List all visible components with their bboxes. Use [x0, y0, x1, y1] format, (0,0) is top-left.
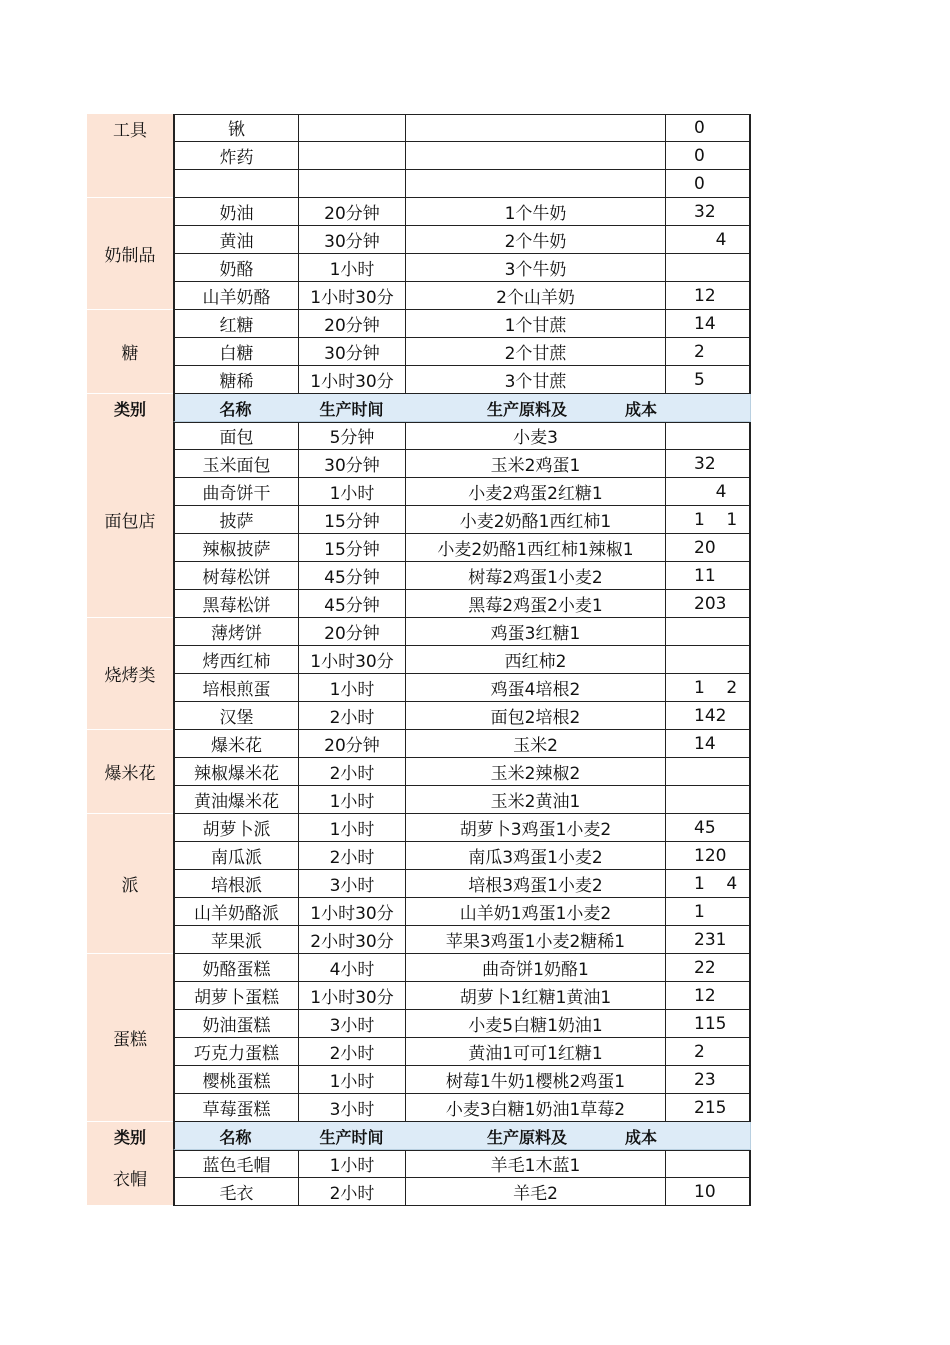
table-row [87, 1066, 751, 1094]
header-row [87, 394, 751, 422]
production-time-cell: 30分钟 [298, 450, 405, 478]
table-row [87, 114, 751, 142]
materials-cell: 树莓2鸡蛋1小麦2 [405, 562, 665, 590]
cost-cell [665, 646, 751, 674]
cost-cell: 14 [665, 730, 751, 758]
production-time-cell: 2小时 [298, 1038, 405, 1066]
production-time-cell: 2小时 [298, 842, 405, 870]
cost-cell: 22 [665, 954, 751, 982]
cost-cell [665, 254, 751, 282]
category-cell: 糖 [87, 310, 173, 394]
table-row [87, 618, 751, 646]
materials-cell: 面包2培根2 [405, 702, 665, 730]
cost-cell [665, 758, 751, 786]
production-time-cell: 20分钟 [298, 730, 405, 758]
item-name-cell: 黑莓松饼 [173, 590, 298, 618]
production-time-cell: 1小时30分 [298, 646, 405, 674]
item-name-cell: 培根派 [173, 870, 298, 898]
materials-cell: 1个牛奶 [405, 198, 665, 226]
category-group [87, 618, 751, 730]
header-materials [405, 1122, 665, 1150]
item-name-cell: 黄油爆米花 [173, 786, 298, 814]
table-row [87, 1010, 751, 1038]
materials-cell: 3个甘蔗 [405, 366, 665, 394]
cost-cell: 12 [665, 982, 751, 1010]
table-row [87, 366, 751, 394]
header-category: 类别 [87, 1122, 173, 1150]
item-name-cell: 白糖 [173, 338, 298, 366]
production-time-cell [298, 170, 405, 198]
header-time: 生产时间 [319, 399, 384, 419]
cost-cell [665, 786, 751, 814]
item-name-cell: 苹果派 [173, 926, 298, 954]
category-cell: 工具 [87, 114, 173, 198]
table-row [87, 198, 751, 226]
materials-cell: 树莓1牛奶1樱桃2鸡蛋1 [405, 1066, 665, 1094]
item-name-cell: 山羊奶酪派 [173, 898, 298, 926]
production-time-cell: 1小时 [298, 1150, 405, 1178]
materials-cell [405, 170, 665, 198]
item-name-cell: 胡萝卜蛋糕 [173, 982, 298, 1010]
category-cell: 派 [87, 814, 173, 954]
header-row [87, 1122, 751, 1150]
cost-cell: 14 [665, 310, 751, 338]
table-row [87, 506, 751, 534]
production-time-cell: 2小时 [298, 1178, 405, 1206]
materials-cell: 小麦5白糖1奶油1 [405, 1010, 665, 1038]
item-name-cell: 披萨 [173, 506, 298, 534]
production-time-cell: 2小时 [298, 758, 405, 786]
cost-cell: 4 [665, 226, 751, 254]
table-row [87, 562, 751, 590]
materials-cell: 黄油1可可1红糖1 [405, 1038, 665, 1066]
materials-cell: 玉米2黄油1 [405, 786, 665, 814]
materials-cell: 小麦3白糖1奶油1草莓2 [405, 1094, 665, 1122]
category-cell: 烧烤类 [87, 618, 173, 730]
materials-cell: 2个牛奶 [405, 226, 665, 254]
table-row [87, 870, 751, 898]
item-name-cell: 糖稀 [173, 366, 298, 394]
table-row [87, 338, 751, 366]
production-time-cell: 1小时30分 [298, 282, 405, 310]
item-name-cell: 炸药 [173, 142, 298, 170]
item-name-cell: 奶油蛋糕 [173, 1010, 298, 1038]
category-cell: 面包店 [87, 422, 173, 618]
category-group [87, 310, 751, 394]
item-name-cell: 樱桃蛋糕 [173, 1066, 298, 1094]
table-row [87, 226, 751, 254]
cost-cell: 11 [665, 562, 751, 590]
materials-cell: 鸡蛋4培根2 [405, 674, 665, 702]
header-cost-label: 成本 [625, 1127, 658, 1147]
materials-cell: 1个甘蔗 [405, 310, 665, 338]
table-row [87, 786, 751, 814]
header-category: 类别 [87, 394, 173, 422]
materials-cell: 黑莓2鸡蛋2小麦1 [405, 590, 665, 618]
table-row [87, 926, 751, 954]
materials-cell: 玉米2辣椒2 [405, 758, 665, 786]
cost-cell: 1 4 [665, 870, 751, 898]
materials-cell: 小麦3 [405, 422, 665, 450]
category-cell: 衣帽 [87, 1150, 173, 1206]
materials-cell: 培根3鸡蛋1小麦2 [405, 870, 665, 898]
production-time-cell: 20分钟 [298, 618, 405, 646]
materials-cell: 胡萝卜3鸡蛋1小麦2 [405, 814, 665, 842]
production-time-cell: 3小时 [298, 870, 405, 898]
item-name-cell: 玉米面包 [173, 450, 298, 478]
spreadsheet-table [87, 114, 751, 1206]
production-time-cell: 3小时 [298, 1094, 405, 1122]
category-group [87, 198, 751, 310]
item-name-cell: 汉堡 [173, 702, 298, 730]
item-name-cell: 巧克力蛋糕 [173, 1038, 298, 1066]
cost-cell: 203 [665, 590, 751, 618]
cost-cell: 12 [665, 282, 751, 310]
item-name-cell: 山羊奶酪 [173, 282, 298, 310]
item-name-cell: 红糖 [173, 310, 298, 338]
materials-cell: 南瓜3鸡蛋1小麦2 [405, 842, 665, 870]
table-row [87, 1178, 751, 1206]
cost-cell: 2 [665, 338, 751, 366]
table-row [87, 590, 751, 618]
table-row [87, 1150, 751, 1178]
production-time-cell: 45分钟 [298, 590, 405, 618]
item-name-cell: 草莓蛋糕 [173, 1094, 298, 1122]
item-name-cell: 薄烤饼 [173, 618, 298, 646]
table-row [87, 422, 751, 450]
table-row [87, 646, 751, 674]
category-cell: 蛋糕 [87, 954, 173, 1122]
item-name-cell: 南瓜派 [173, 842, 298, 870]
category-group [87, 114, 751, 198]
header-name: 名称 [219, 399, 252, 419]
production-time-cell: 30分钟 [298, 338, 405, 366]
header-materials-label: 生产原料及 [487, 399, 568, 419]
production-time-cell: 2小时 [298, 702, 405, 730]
table-row [87, 1094, 751, 1122]
production-time-cell: 15分钟 [298, 534, 405, 562]
cost-cell: 10 [665, 1178, 751, 1206]
materials-cell: 小麦2奶酪1西红柿1辣椒1 [405, 534, 665, 562]
materials-cell: 玉米2 [405, 730, 665, 758]
materials-cell: 小麦2鸡蛋2红糖1 [405, 478, 665, 506]
materials-cell: 玉米2鸡蛋1 [405, 450, 665, 478]
cost-cell: 0 [665, 142, 751, 170]
cost-cell: 1 1 [665, 506, 751, 534]
production-time-cell: 1小时30分 [298, 898, 405, 926]
item-name-cell: 奶酪蛋糕 [173, 954, 298, 982]
header-name: 名称 [219, 1127, 252, 1147]
production-time-cell: 1小时 [298, 254, 405, 282]
cost-cell: 20 [665, 534, 751, 562]
production-time-cell [298, 142, 405, 170]
table-row [87, 534, 751, 562]
category-group [87, 422, 751, 618]
cost-cell [665, 422, 751, 450]
materials-cell: 胡萝卜1红糖1黄油1 [405, 982, 665, 1010]
materials-cell: 羊毛2 [405, 1178, 665, 1206]
item-name-cell: 胡萝卜派 [173, 814, 298, 842]
materials-cell: 2个山羊奶 [405, 282, 665, 310]
production-time-cell: 4小时 [298, 954, 405, 982]
table-row [87, 758, 751, 786]
cost-cell: 142 [665, 702, 751, 730]
category-cell: 爆米花 [87, 730, 173, 814]
materials-cell: 3个牛奶 [405, 254, 665, 282]
cost-cell: 45 [665, 814, 751, 842]
cost-cell: 32 [665, 198, 751, 226]
production-time-cell: 5分钟 [298, 422, 405, 450]
cost-cell: 4 [665, 478, 751, 506]
category-group [87, 730, 751, 814]
cost-cell: 120 [665, 842, 751, 870]
materials-cell: 小麦2奶酪1西红柿1 [405, 506, 665, 534]
cost-cell [665, 1150, 751, 1178]
production-time-cell: 20分钟 [298, 310, 405, 338]
cost-cell: 5 [665, 366, 751, 394]
table-row [87, 282, 751, 310]
materials-cell: 苹果3鸡蛋1小麦2糖稀1 [405, 926, 665, 954]
item-name-cell: 曲奇饼干 [173, 478, 298, 506]
production-time-cell: 3小时 [298, 1010, 405, 1038]
materials-cell: 2个甘蔗 [405, 338, 665, 366]
header-materials [405, 394, 665, 422]
production-time-cell: 1小时 [298, 1066, 405, 1094]
item-name-cell: 面包 [173, 422, 298, 450]
header-materials-label: 生产原料及 [487, 1127, 568, 1147]
cost-cell: 2 [665, 1038, 751, 1066]
item-name-cell [173, 170, 298, 198]
materials-cell: 羊毛1木蓝1 [405, 1150, 665, 1178]
item-name-cell: 奶油 [173, 198, 298, 226]
materials-cell: 山羊奶1鸡蛋1小麦2 [405, 898, 665, 926]
table-row [87, 842, 751, 870]
production-time-cell: 15分钟 [298, 506, 405, 534]
table-row [87, 254, 751, 282]
item-name-cell: 树莓松饼 [173, 562, 298, 590]
cost-cell: 1 2 [665, 674, 751, 702]
category-group [87, 1150, 751, 1206]
materials-cell [405, 114, 665, 142]
table-row [87, 954, 751, 982]
production-time-cell: 1小时30分 [298, 366, 405, 394]
cost-cell: 115 [665, 1010, 751, 1038]
materials-cell: 西红柿2 [405, 646, 665, 674]
table-row [87, 142, 751, 170]
table-row [87, 702, 751, 730]
cost-cell [665, 618, 751, 646]
item-name-cell: 培根煎蛋 [173, 674, 298, 702]
materials-cell [405, 142, 665, 170]
item-name-cell: 锹 [173, 114, 298, 142]
category-group [87, 814, 751, 954]
production-time-cell: 20分钟 [298, 198, 405, 226]
materials-cell: 鸡蛋3红糖1 [405, 618, 665, 646]
item-name-cell: 黄油 [173, 226, 298, 254]
item-name-cell: 奶酪 [173, 254, 298, 282]
header-cost-label: 成本 [625, 399, 658, 419]
production-time-cell: 1小时 [298, 478, 405, 506]
item-name-cell: 辣椒爆米花 [173, 758, 298, 786]
cost-cell: 0 [665, 114, 751, 142]
production-time-cell: 1小时 [298, 814, 405, 842]
table-row [87, 730, 751, 758]
production-time-cell: 1小时 [298, 786, 405, 814]
production-time-cell: 45分钟 [298, 562, 405, 590]
item-name-cell: 毛衣 [173, 1178, 298, 1206]
table-row [87, 898, 751, 926]
item-name-cell: 辣椒披萨 [173, 534, 298, 562]
table-row [87, 310, 751, 338]
table-row [87, 170, 751, 198]
table-row [87, 478, 751, 506]
category-group [87, 954, 751, 1122]
table-row [87, 814, 751, 842]
production-time-cell: 2小时30分 [298, 926, 405, 954]
item-name-cell: 蓝色毛帽 [173, 1150, 298, 1178]
cost-cell: 23 [665, 1066, 751, 1094]
production-time-cell: 1小时 [298, 674, 405, 702]
cost-cell: 215 [665, 1094, 751, 1122]
materials-cell: 曲奇饼1奶酪1 [405, 954, 665, 982]
production-time-cell [298, 114, 405, 142]
table-row [87, 1038, 751, 1066]
header-time: 生产时间 [319, 1127, 384, 1147]
item-name-cell: 爆米花 [173, 730, 298, 758]
production-time-cell: 30分钟 [298, 226, 405, 254]
table-row [87, 674, 751, 702]
category-cell: 奶制品 [87, 198, 173, 310]
table-row [87, 450, 751, 478]
table-row [87, 982, 751, 1010]
cost-cell: 32 [665, 450, 751, 478]
production-time-cell: 1小时30分 [298, 982, 405, 1010]
cost-cell: 1 [665, 898, 751, 926]
cost-cell: 0 [665, 170, 751, 198]
cost-cell: 231 [665, 926, 751, 954]
item-name-cell: 烤西红柿 [173, 646, 298, 674]
